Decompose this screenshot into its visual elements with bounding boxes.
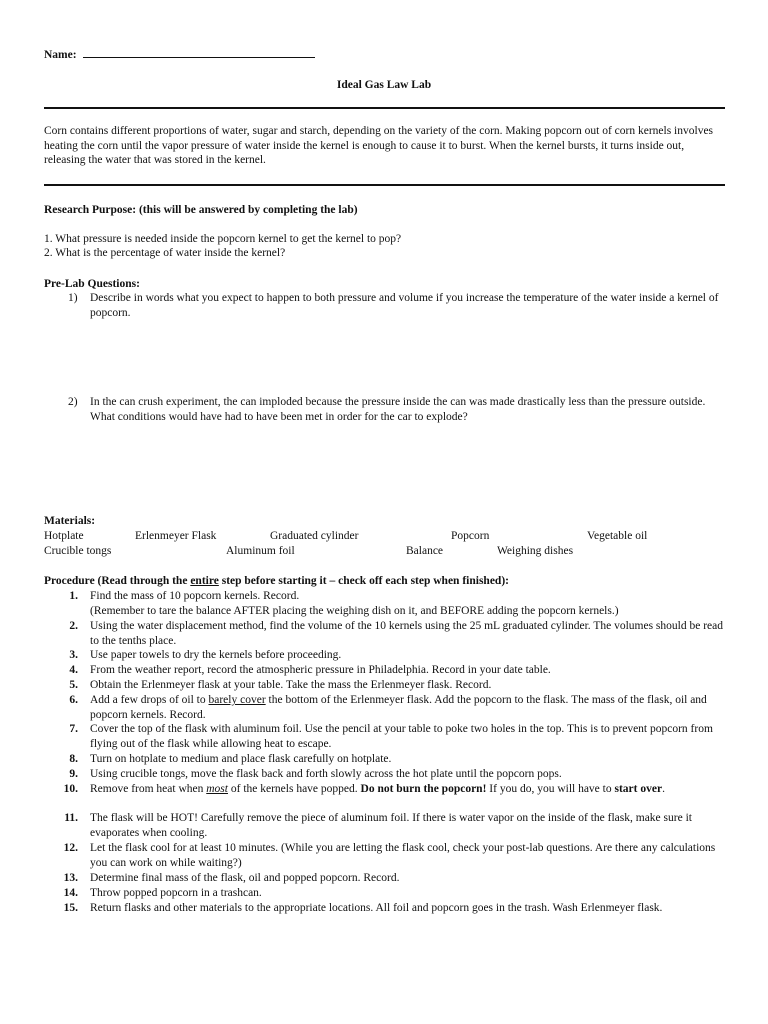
page-title: Ideal Gas Law Lab [336,79,432,91]
step-number: 4. [69,664,78,676]
research-question-1: 1. What pressure is needed inside the popcorn kernel to get the kernel to pop? [44,233,402,245]
step-number: 3. [69,649,78,661]
step-number: 8. [69,753,78,765]
material-item: Crucible tongs [44,545,112,557]
step-number: 5. [69,679,78,691]
step-text-emphasis: most [206,783,228,795]
research-heading: Research Purpose: (this will be answered by completing the lab) [44,204,358,216]
prelab-number: 1) [68,292,78,304]
step-text: Determine final mass of the flask, oil and popped popcorn. Record. [90,872,400,884]
procedure-heading [44,574,734,589]
procedure-heading-emphasis: entire [190,575,219,587]
step-text: Using crucible tongs, move the flask back and forth slowly across the hot plate until the popcorn pops. [90,768,562,780]
step-text: Obtain the Erlenmeyer flask at your table. Take the mass the Erlenmeyer flask. Record. [90,679,492,691]
step-text: Return flasks and other materials to the appropriate locations. All foil and popcorn goes in the trash. Wash Erlenmeyer flask. [90,902,663,914]
procedure-heading-part: Procedure (Read through the [44,575,191,587]
step-text: The flask will be HOT! Carefully remove the piece of aluminum foil. If there is water vapor on the inside of the flask, make sure it evaporates when cooling. [90,812,692,839]
step-text: Cover the top of the flask with aluminum foil. Use the pencil at your table to poke two holes in the top. This is to prevent popcorn from flying out of the flask while allowing heat to escape. [90,723,713,750]
step-number: 15. [63,902,78,914]
intro-paragraph: Corn contains different proportions of water, sugar and starch, depending on the variety of the corn. Making popcorn out of corn kernels involves heating the corn until the vapor pressure of water inside the kernel is enough to cause it to burst. When the kernel bursts, it turns inside out, releasing the water that was stored in the kernel. [44,125,714,166]
step-text [90,693,724,722]
step-text: (Remember to tare the balance AFTER placing the weighing dish on it, and BEFORE adding the popcorn kernels.) [90,605,619,617]
material-item: Erlenmeyer Flask [135,530,217,542]
step-number: 14. [63,887,78,899]
step-text: Find the mass of 10 popcorn kernels. Record. [90,590,300,602]
step-number: 2. [69,620,78,632]
material-item: Hotplate [44,530,84,542]
step-text-part: the bottom of the Erlenmeyer flask. Add the popcorn to the flask. The mass of the flask, oil and popcorn kernels. Record. [90,694,707,721]
step-text: Throw popped popcorn in a trashcan. [90,887,262,899]
step-text-part: Remove from heat when [90,783,207,795]
step-text: Using the water displacement method, find the volume of the 10 kernels using the 25 mL graduated cylinder. The volumes should be read to the tenths place. [90,620,723,647]
prelab-heading: Pre-Lab Questions: [44,278,140,290]
materials-heading: Materials: [44,515,96,527]
step-text: Turn on hotplate to medium and place flask carefully on hotplate. [90,753,392,765]
material-item: Aluminum foil [226,545,295,557]
material-item: Vegetable oil [587,530,648,542]
step-text-part: of the kernels have popped. [227,783,361,795]
step-number: 12. [63,842,78,854]
step-text-emphasis: barely cover [208,694,266,706]
step-number: 10. [63,783,78,795]
name-label: Name: [44,49,77,61]
step-number: 11. [64,812,78,824]
step-text [90,782,724,797]
intro-divider [44,184,725,186]
material-item: Popcorn [451,530,490,542]
step-number: 13. [63,872,78,884]
step-text-warning: start over [614,783,663,795]
prelab-number: 2) [68,396,78,408]
material-item: Graduated cylinder [270,530,359,542]
step-text: Use paper towels to dry the kernels before proceeding. [90,649,342,661]
material-item: Weighing dishes [497,545,574,557]
name-label-row [44,46,315,63]
step-number: 9. [69,768,78,780]
step-number: 6. [69,694,78,706]
top-divider [44,107,725,109]
step-number: 1. [69,590,78,602]
name-blank-line[interactable] [83,46,315,58]
step-text-part: . [662,783,665,795]
procedure-heading-part: step before starting it – check off each step when finished): [218,575,509,587]
research-question-2: 2. What is the percentage of water inside the kernel? [44,247,286,259]
step-number: 7. [69,723,78,735]
step-text: From the weather report, record the atmospheric pressure in Philadelphia. Record in your date table. [90,664,551,676]
prelab-text: In the can crush experiment, the can imploded because the pressure inside the can was made drastically less than the pressure outside. What conditions would have had to have been met in order for the car to explode? [90,396,706,423]
step-text-part: If you do, you will have to [486,783,615,795]
material-item: Balance [406,545,444,557]
prelab-text: Describe in words what you expect to happen to both pressure and volume if you increase the temperature of the water inside a kernel of popcorn. [90,292,719,319]
step-text-warning: Do not burn the popcorn! [360,783,487,795]
step-text: Let the flask cool for at least 10 minutes. (While you are letting the flask cool, check your post-lab questions. Are there any calculations you can work on while waiting?) [90,842,716,869]
step-text-part: Add a few drops of oil to [90,694,209,706]
